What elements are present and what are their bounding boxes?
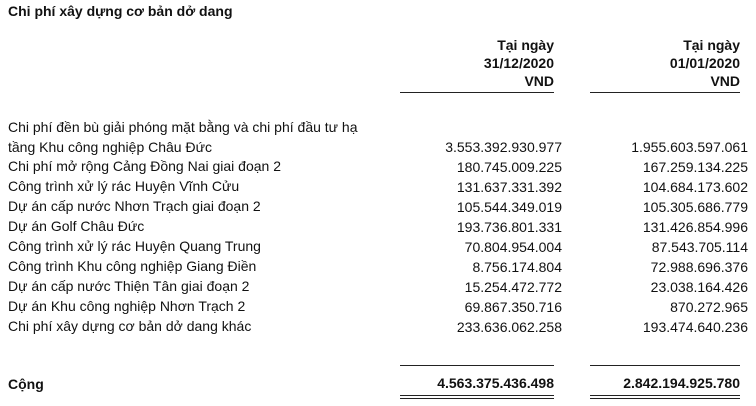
total-underline-col1-a (400, 395, 554, 396)
row-label: Dự án cấp nước Nhơn Trạch giai đoạn 2 (8, 198, 261, 214)
section-title: Chi phí xây dựng cơ bản dở dang (8, 3, 233, 19)
row-value-2020-start: 193.474.640.236 (642, 319, 748, 335)
row-value-2020-start: 105.305.686.779 (642, 199, 748, 215)
row-label: Công trình xử lý rác Huyện Vĩnh Cửu (8, 178, 240, 194)
row-value-2020-start: 1.955.603.597.061 (631, 139, 748, 155)
total-value-2020-start: 2.842.194.925.780 (623, 375, 740, 391)
column-header-2020-start (590, 36, 740, 90)
row-value-2020-end: 8.756.174.804 (472, 259, 562, 275)
row-label: Chi phí đền bù giải phóng mặt bằng và chi phí đầu tư hạ tầng Khu công nghiệp Châu Đức (8, 119, 358, 155)
row-label: Công trình xử lý rác Huyện Quang Trung (8, 238, 261, 254)
row-value-2020-end: 105.544.349.019 (456, 199, 562, 215)
row-label: Dự án cấp nước Thiện Tân giai đoạn 2 (8, 278, 250, 294)
total-topline-col2 (590, 365, 740, 366)
total-underline-col1-b (400, 398, 554, 399)
row-label: Dự án Khu công nghiệp Nhơn Trạch 2 (8, 298, 246, 314)
total-underline-col2-b (590, 398, 740, 399)
table-row (8, 277, 748, 297)
table-row (8, 217, 748, 237)
column-header-line1: Tại ngày (683, 37, 740, 53)
total-topline-col1 (400, 365, 554, 366)
total-label: Cộng (8, 376, 44, 392)
row-value-2020-start: 23.038.164.426 (650, 279, 748, 295)
total-value-2020-end: 4.563.375.436.498 (437, 375, 554, 391)
row-value-2020-start: 104.684.173.602 (642, 179, 748, 195)
row-value-2020-end: 180.745.009.225 (456, 159, 562, 175)
table-row (8, 317, 748, 337)
row-value-2020-end: 70.804.954.004 (464, 239, 562, 255)
column-header-date: 31/12/2020 (483, 55, 554, 71)
row-label: Chi phí xây dựng cơ bản dở dang khác (8, 318, 252, 334)
row-label: Dự án Golf Châu Đức (8, 218, 145, 234)
row-value-2020-start: 87.543.705.114 (651, 239, 748, 255)
row-label: Công trình Khu công nghiệp Giang Điền (8, 258, 257, 274)
table-row (8, 157, 748, 177)
row-value-2020-end: 15.254.472.772 (464, 279, 562, 295)
header-underline-col2 (590, 92, 740, 93)
row-value-2020-start: 72.988.696.376 (650, 259, 748, 275)
row-value-2020-start: 131.426.854.996 (642, 219, 748, 235)
table-row (8, 257, 748, 277)
column-header-unit: VND (524, 73, 554, 89)
table-row (8, 297, 748, 317)
expense-table-body (8, 118, 748, 337)
row-value-2020-end: 3.553.392.930.977 (445, 139, 562, 155)
table-row (8, 118, 748, 157)
table-row (8, 237, 748, 257)
header-underline-col1 (400, 92, 554, 93)
table-row (8, 177, 748, 197)
row-value-2020-end: 193.736.801.331 (456, 219, 562, 235)
column-header-2020-end (400, 36, 554, 90)
row-value-2020-start: 870.272.965 (670, 299, 748, 315)
column-header-line1: Tại ngày (497, 37, 554, 53)
row-value-2020-end: 233.636.062.258 (456, 319, 562, 335)
table-row (8, 197, 748, 217)
column-header-unit: VND (710, 73, 740, 89)
total-underline-col2-a (590, 395, 740, 396)
row-label: Chi phí mở rộng Cảng Đồng Nai giai đoạn 2 (8, 158, 282, 174)
column-header-date: 01/01/2020 (669, 55, 740, 71)
row-value-2020-end: 131.637.331.392 (456, 179, 562, 195)
row-value-2020-end: 69.867.350.716 (464, 299, 562, 315)
row-value-2020-start: 167.259.134.225 (642, 159, 748, 175)
